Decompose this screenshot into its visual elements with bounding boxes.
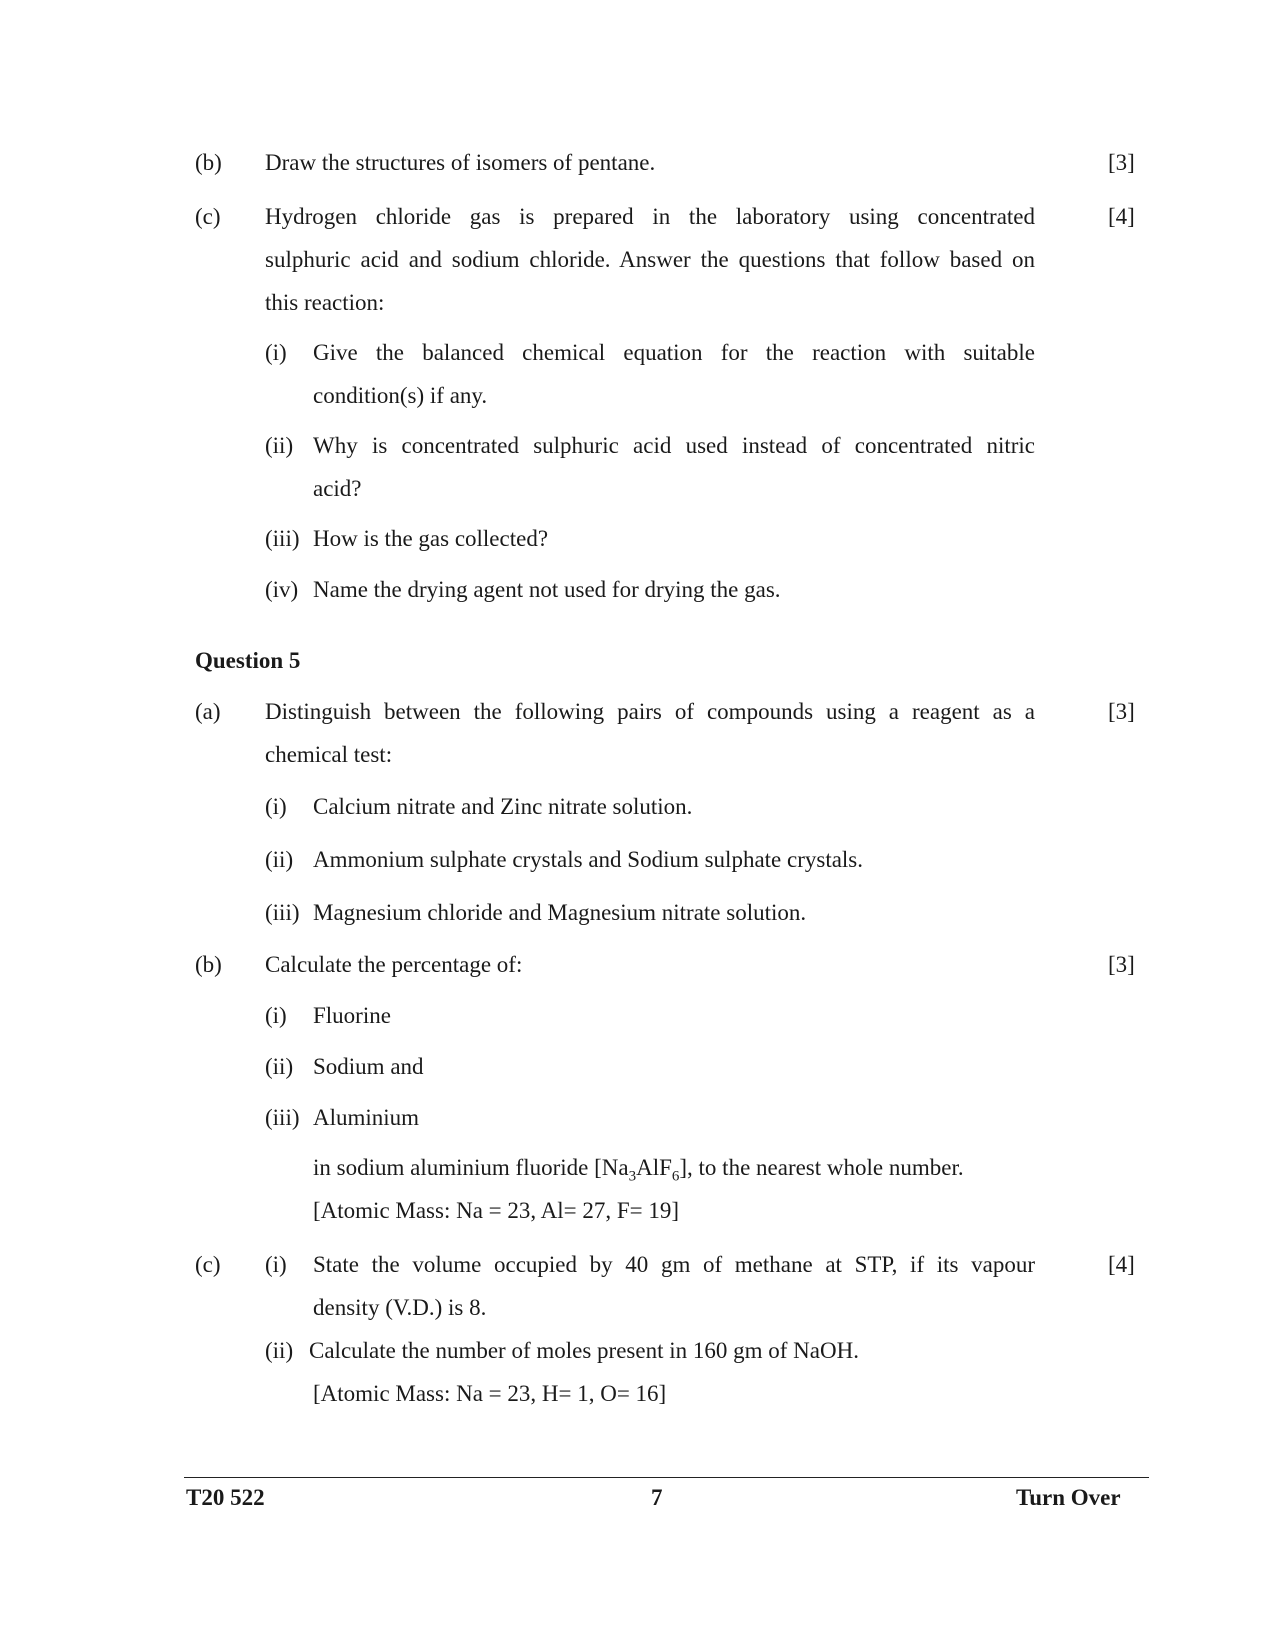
subpart-label: (ii) (265, 1054, 294, 1079)
part-label: (b) (195, 952, 222, 977)
formula-line (313, 1153, 964, 1192)
part-label: (b) (195, 150, 222, 175)
subpart-text: Magnesium chloride and Magnesium nitrate solution. (313, 900, 807, 925)
question-heading: Question 5 (195, 648, 301, 673)
turn-over: Turn Over (1016, 1485, 1121, 1510)
subpart-label: (iii) (265, 900, 300, 925)
subpart-text: Sodium and (313, 1054, 424, 1079)
subpart-text: acid? (313, 476, 362, 501)
question-text: sulphuric acid and sodium chloride. Answer the questions that follow based on (265, 247, 1035, 272)
subpart-text: Fluorine (313, 1003, 391, 1028)
subpart-label: (iii) (265, 526, 300, 551)
question-text: this reaction: (265, 290, 385, 315)
atomic-mass-note: [Atomic Mass: Na = 23, H= 1, O= 16] (313, 1381, 667, 1406)
subpart-text: State the volume occupied by 40 gm of methane at STP, if its vapour (313, 1252, 1035, 1277)
part-label: (c) (195, 204, 221, 229)
subpart-label: (i) (265, 340, 287, 365)
part-label: (c) (195, 1252, 221, 1277)
marks: [3] (1108, 699, 1135, 724)
subpart-text: Give the balanced chemical equation for the reaction with suitable (313, 340, 1035, 365)
marks: [4] (1108, 1252, 1135, 1277)
question-text: Draw the structures of isomers of pentane. (265, 150, 656, 175)
subpart-label: (i) (265, 1003, 287, 1028)
marks: [3] (1108, 150, 1135, 175)
page-number: 7 (651, 1485, 663, 1510)
subpart-label: (i) (265, 794, 287, 819)
formula-subscript: 3 (628, 1168, 637, 1185)
subpart-label: (ii) (265, 1338, 294, 1363)
footer-rule (184, 1477, 1149, 1478)
subpart-label: (ii) (265, 847, 294, 872)
subpart-label: (iv) (265, 577, 299, 602)
marks: [4] (1108, 204, 1135, 229)
question-text: chemical test: (265, 742, 393, 767)
subpart-text: Aluminium (313, 1105, 420, 1130)
subpart-label: (iii) (265, 1105, 300, 1130)
subpart-text: Calcium nitrate and Zinc nitrate solution. (313, 794, 693, 819)
formula-prefix: in sodium aluminium fluoride [Na (313, 1155, 629, 1180)
question-text: Hydrogen chloride gas is prepared in the laboratory using concentrated (265, 204, 1035, 229)
marks: [3] (1108, 952, 1135, 977)
subpart-text: Ammonium sulphate crystals and Sodium sulphate crystals. (313, 847, 864, 872)
part-label: (a) (195, 699, 221, 724)
formula-subscript: 6 (671, 1168, 680, 1185)
formula-mid: AlF (636, 1155, 672, 1180)
subpart-label: (i) (265, 1252, 287, 1277)
subpart-label: (ii) (265, 433, 294, 458)
subpart-text: Name the drying agent not used for drying the gas. (313, 577, 781, 602)
subpart-text: Why is concentrated sulphuric acid used instead of concentrated nitric (313, 433, 1035, 458)
formula-suffix: ], to the nearest whole number. (679, 1155, 964, 1180)
subpart-text: density (V.D.) is 8. (313, 1295, 487, 1320)
paper-code: T20 522 (186, 1485, 265, 1510)
subpart-text: Calculate the number of moles present in 160 gm of NaOH. (309, 1338, 859, 1363)
subpart-text: condition(s) if any. (313, 383, 488, 408)
atomic-mass-note: [Atomic Mass: Na = 23, Al= 27, F= 19] (313, 1198, 680, 1223)
question-text: Distinguish between the following pairs of compounds using a reagent as a (265, 699, 1035, 724)
subpart-text: How is the gas collected? (313, 526, 549, 551)
question-text: Calculate the percentage of: (265, 952, 523, 977)
